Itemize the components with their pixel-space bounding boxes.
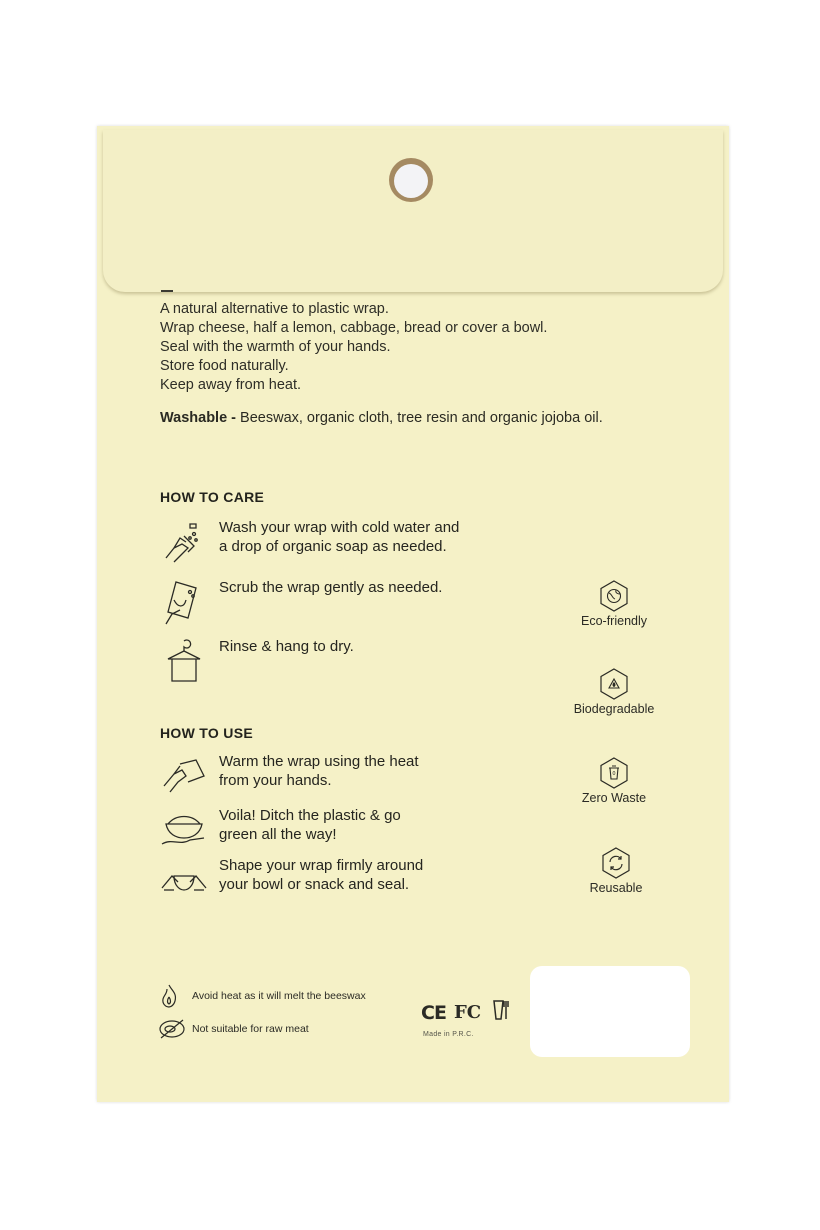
warning-meat	[158, 1016, 309, 1042]
step-line: Voila! Ditch the plastic & go	[219, 807, 401, 824]
step-line: Shape your wrap firmly around	[219, 857, 424, 874]
use-step	[160, 806, 401, 854]
intro-text	[160, 300, 547, 395]
flap-mark	[161, 290, 173, 292]
fc-mark: FC	[453, 1002, 482, 1023]
care-step-text	[219, 518, 459, 556]
intro-line: Wrap cheese, half a lemon, cabbage, bread or cover a bowl.	[160, 320, 548, 336]
intro-line: A natural alternative to plastic wrap.	[160, 301, 389, 317]
washing-hands-icon	[160, 518, 208, 566]
care-step	[160, 578, 442, 626]
badge-label: Reusable	[589, 881, 643, 895]
warning-text: Avoid heat as it will melt the beeswax	[192, 990, 366, 1002]
badge-label: Eco-friendly	[581, 614, 647, 628]
warming-hands-icon	[160, 752, 208, 800]
step-line: Warm the wrap using the heat	[219, 753, 419, 770]
step-line: Rinse & hang to dry.	[219, 638, 354, 655]
globe-icon	[599, 580, 629, 612]
intro-line: Seal with the warmth of your hands.	[160, 339, 391, 355]
use-step-text	[219, 752, 419, 790]
certification-marks	[421, 999, 511, 1026]
washable-text: Beeswax, organic cloth, tree resin and organic jojoba oil.	[236, 410, 603, 426]
badge-reusable	[556, 847, 676, 895]
washable-label: Washable -	[160, 410, 237, 426]
care-heading: HOW TO CARE	[160, 489, 265, 505]
use-step	[160, 856, 423, 904]
covered-bowl-icon	[160, 806, 208, 854]
care-step-text	[219, 637, 354, 656]
badge-zero-waste	[554, 757, 674, 805]
svg-text:0: 0	[612, 771, 616, 777]
badge-eco-friendly	[554, 580, 674, 628]
washable-note	[160, 409, 610, 428]
shaping-hands-icon	[160, 856, 208, 904]
reuse-arrows-icon	[601, 847, 631, 879]
use-step	[160, 752, 419, 800]
care-step	[160, 518, 459, 566]
badge-label: Zero Waste	[581, 791, 647, 805]
no-meat-icon	[158, 1016, 184, 1042]
use-step-text	[219, 856, 423, 894]
badge-biodegradable	[554, 668, 674, 716]
use-heading: HOW TO USE	[160, 725, 253, 741]
intro-line: Store food naturally.	[160, 358, 289, 374]
step-line: from your hands.	[219, 772, 332, 789]
hang-hole-opening	[394, 164, 428, 198]
step-line: Wash your wrap with cold water and	[219, 519, 460, 536]
recycle-leaf-icon	[599, 668, 629, 700]
badge-label: Biodegradable	[573, 702, 655, 716]
ce-mark: CE	[421, 1001, 446, 1024]
package-flap	[103, 130, 723, 292]
step-line: a drop of organic soap as needed.	[219, 538, 447, 555]
food-safe-icon	[491, 999, 511, 1026]
warning-heat	[158, 983, 366, 1009]
flame-icon	[158, 983, 184, 1009]
warning-text: Not suitable for raw meat	[192, 1023, 309, 1035]
care-step	[160, 637, 354, 685]
step-line: your bowl or snack and seal.	[219, 876, 410, 893]
step-line: green all the way!	[219, 826, 337, 843]
made-in-text: Made in P.R.C.	[423, 1031, 474, 1038]
care-step-text	[219, 578, 442, 597]
use-step-text	[219, 806, 401, 844]
blank-label-area	[530, 966, 690, 1057]
trash-bin-icon	[599, 757, 629, 789]
step-line: Scrub the wrap gently as needed.	[219, 579, 443, 596]
scrubbing-icon	[160, 578, 208, 626]
hanger-icon	[160, 637, 208, 685]
intro-line: Keep away from heat.	[160, 377, 302, 393]
